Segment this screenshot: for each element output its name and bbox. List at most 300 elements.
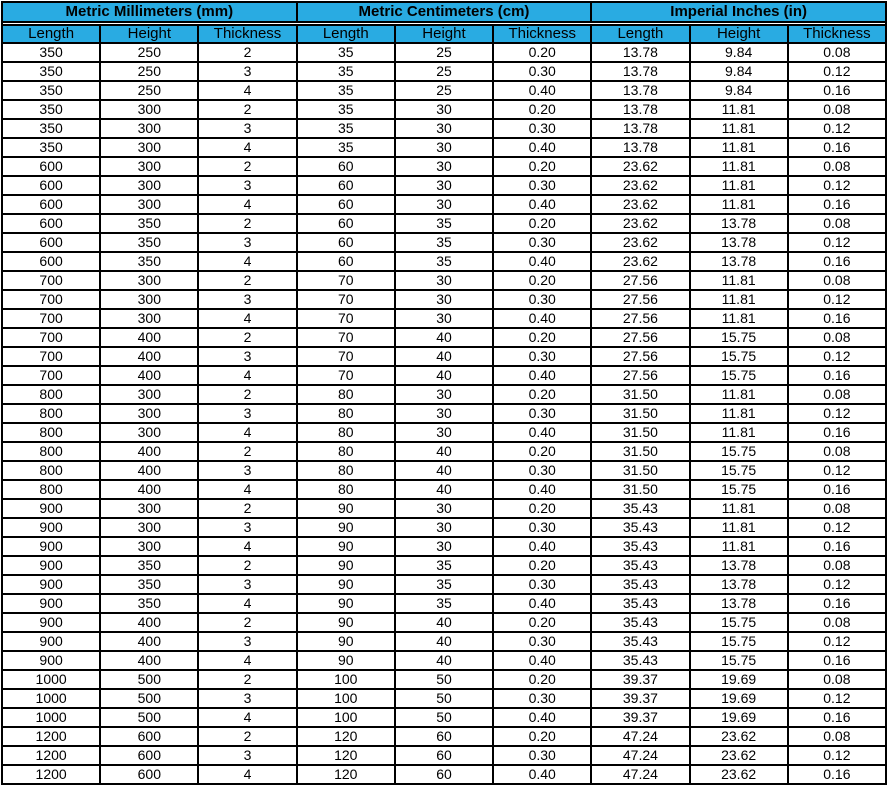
table-cell: 3 xyxy=(198,746,296,765)
table-cell: 13.78 xyxy=(591,100,689,119)
table-cell: 39.37 xyxy=(591,708,689,727)
table-cell: 30 xyxy=(395,537,493,556)
table-cell: 0.08 xyxy=(788,271,886,290)
column-header-cm-length: Length xyxy=(297,25,395,43)
table-cell: 0.40 xyxy=(493,423,591,442)
table-cell: 2 xyxy=(198,43,296,62)
table-cell: 700 xyxy=(2,328,100,347)
table-cell: 800 xyxy=(2,461,100,480)
table-cell: 35 xyxy=(297,100,395,119)
table-row xyxy=(2,404,886,423)
table-row xyxy=(2,62,886,81)
table-cell: 13.78 xyxy=(690,594,788,613)
table-cell: 0.40 xyxy=(493,309,591,328)
table-cell: 4 xyxy=(198,423,296,442)
table-cell: 30 xyxy=(395,138,493,157)
table-cell: 13.78 xyxy=(690,556,788,575)
table-cell: 600 xyxy=(2,252,100,271)
table-cell: 13.78 xyxy=(690,575,788,594)
table-cell: 11.81 xyxy=(690,271,788,290)
table-cell: 0.16 xyxy=(788,708,886,727)
table-cell: 19.69 xyxy=(690,670,788,689)
table-cell: 40 xyxy=(395,461,493,480)
table-cell: 90 xyxy=(297,499,395,518)
table-cell: 300 xyxy=(100,271,198,290)
table-cell: 400 xyxy=(100,632,198,651)
table-cell: 80 xyxy=(297,385,395,404)
table-cell: 31.50 xyxy=(591,480,689,499)
table-cell: 2 xyxy=(198,727,296,746)
table-cell: 0.12 xyxy=(788,461,886,480)
table-cell: 19.69 xyxy=(690,708,788,727)
table-cell: 120 xyxy=(297,727,395,746)
table-cell: 4 xyxy=(198,651,296,670)
table-cell: 1000 xyxy=(2,670,100,689)
table-cell: 0.12 xyxy=(788,347,886,366)
table-cell: 3 xyxy=(198,233,296,252)
table-cell: 23.62 xyxy=(591,195,689,214)
table-cell: 0.20 xyxy=(493,385,591,404)
table-cell: 0.12 xyxy=(788,689,886,708)
table-cell: 400 xyxy=(100,651,198,670)
table-cell: 500 xyxy=(100,708,198,727)
table-cell: 0.08 xyxy=(788,157,886,176)
table-cell: 23.62 xyxy=(690,746,788,765)
column-header-in-height: Height xyxy=(690,25,788,43)
table-cell: 0.30 xyxy=(493,233,591,252)
table-row xyxy=(2,309,886,328)
table-cell: 3 xyxy=(198,575,296,594)
table-cell: 35 xyxy=(297,62,395,81)
table-cell: 0.40 xyxy=(493,537,591,556)
table-cell: 30 xyxy=(395,290,493,309)
table-cell: 1200 xyxy=(2,727,100,746)
table-cell: 1200 xyxy=(2,765,100,784)
table-cell: 60 xyxy=(395,746,493,765)
table-cell: 350 xyxy=(100,214,198,233)
table-cell: 60 xyxy=(297,214,395,233)
table-cell: 30 xyxy=(395,119,493,138)
table-cell: 23.62 xyxy=(591,252,689,271)
table-cell: 90 xyxy=(297,556,395,575)
table-cell: 0.30 xyxy=(493,176,591,195)
table-cell: 40 xyxy=(395,442,493,461)
table-cell: 15.75 xyxy=(690,651,788,670)
table-cell: 13.78 xyxy=(591,81,689,100)
table-cell: 80 xyxy=(297,461,395,480)
table-row xyxy=(2,138,886,157)
table-cell: 15.75 xyxy=(690,366,788,385)
table-cell: 3 xyxy=(198,176,296,195)
table-row xyxy=(2,575,886,594)
table-cell: 0.20 xyxy=(493,100,591,119)
table-cell: 40 xyxy=(395,651,493,670)
table-cell: 800 xyxy=(2,423,100,442)
table-cell: 0.16 xyxy=(788,195,886,214)
group-header-metric-mm: Metric Millimeters (mm) xyxy=(2,2,297,22)
table-row xyxy=(2,632,886,651)
table-cell: 0.30 xyxy=(493,575,591,594)
table-cell: 23.62 xyxy=(591,176,689,195)
table-cell: 0.30 xyxy=(493,347,591,366)
table-cell: 13.78 xyxy=(591,43,689,62)
table-cell: 30 xyxy=(395,157,493,176)
table-cell: 60 xyxy=(297,176,395,195)
table-cell: 50 xyxy=(395,670,493,689)
table-cell: 0.40 xyxy=(493,81,591,100)
table-cell: 300 xyxy=(100,518,198,537)
table-cell: 400 xyxy=(100,328,198,347)
table-cell: 100 xyxy=(297,689,395,708)
table-row xyxy=(2,518,886,537)
table-cell: 0.20 xyxy=(493,727,591,746)
table-cell: 4 xyxy=(198,537,296,556)
table-header xyxy=(2,2,886,43)
table-cell: 13.78 xyxy=(591,62,689,81)
table-cell: 31.50 xyxy=(591,461,689,480)
table-cell: 0.08 xyxy=(788,100,886,119)
table-row xyxy=(2,157,886,176)
table-cell: 900 xyxy=(2,632,100,651)
table-cell: 15.75 xyxy=(690,328,788,347)
table-cell: 0.12 xyxy=(788,746,886,765)
table-cell: 0.12 xyxy=(788,518,886,537)
table-cell: 35 xyxy=(297,138,395,157)
table-cell: 4 xyxy=(198,708,296,727)
table-cell: 35.43 xyxy=(591,613,689,632)
table-cell: 0.20 xyxy=(493,328,591,347)
table-cell: 9.84 xyxy=(690,81,788,100)
table-cell: 0.20 xyxy=(493,670,591,689)
column-header-mm-length: Length xyxy=(2,25,100,43)
table-cell: 70 xyxy=(297,366,395,385)
table-cell: 50 xyxy=(395,708,493,727)
table-cell: 400 xyxy=(100,442,198,461)
table-cell: 0.40 xyxy=(493,651,591,670)
table-cell: 70 xyxy=(297,309,395,328)
table-row xyxy=(2,195,886,214)
table-cell: 9.84 xyxy=(690,62,788,81)
table-cell: 90 xyxy=(297,613,395,632)
table-row xyxy=(2,252,886,271)
table-cell: 11.81 xyxy=(690,309,788,328)
table-cell: 300 xyxy=(100,138,198,157)
table-cell: 2 xyxy=(198,214,296,233)
table-cell: 90 xyxy=(297,651,395,670)
table-cell: 400 xyxy=(100,347,198,366)
table-cell: 1000 xyxy=(2,689,100,708)
table-cell: 0.16 xyxy=(788,423,886,442)
table-cell: 15.75 xyxy=(690,347,788,366)
table-cell: 0.08 xyxy=(788,613,886,632)
table-row xyxy=(2,214,886,233)
table-cell: 0.08 xyxy=(788,556,886,575)
table-cell: 13.78 xyxy=(690,233,788,252)
table-cell: 700 xyxy=(2,271,100,290)
table-cell: 500 xyxy=(100,670,198,689)
table-cell: 40 xyxy=(395,613,493,632)
table-cell: 27.56 xyxy=(591,309,689,328)
table-cell: 900 xyxy=(2,518,100,537)
table-cell: 2 xyxy=(198,499,296,518)
table-cell: 900 xyxy=(2,613,100,632)
table-cell: 100 xyxy=(297,670,395,689)
table-cell: 0.30 xyxy=(493,689,591,708)
table-cell: 30 xyxy=(395,176,493,195)
table-row xyxy=(2,594,886,613)
table-cell: 31.50 xyxy=(591,404,689,423)
table-cell: 800 xyxy=(2,404,100,423)
table-cell: 3 xyxy=(198,461,296,480)
table-cell: 0.12 xyxy=(788,62,886,81)
table-cell: 2 xyxy=(198,670,296,689)
table-cell: 40 xyxy=(395,366,493,385)
table-cell: 25 xyxy=(395,81,493,100)
table-cell: 30 xyxy=(395,100,493,119)
table-cell: 90 xyxy=(297,575,395,594)
table-row xyxy=(2,43,886,62)
table-cell: 31.50 xyxy=(591,423,689,442)
table-cell: 350 xyxy=(100,233,198,252)
table-row xyxy=(2,537,886,556)
table-cell: 11.81 xyxy=(690,499,788,518)
table-cell: 60 xyxy=(297,157,395,176)
table-cell: 350 xyxy=(2,62,100,81)
table-row xyxy=(2,727,886,746)
table-row xyxy=(2,290,886,309)
table-cell: 80 xyxy=(297,442,395,461)
table-cell: 11.81 xyxy=(690,119,788,138)
table-cell: 30 xyxy=(395,195,493,214)
table-cell: 350 xyxy=(100,252,198,271)
table-cell: 900 xyxy=(2,537,100,556)
table-cell: 0.30 xyxy=(493,632,591,651)
table-cell: 60 xyxy=(395,727,493,746)
table-row xyxy=(2,461,886,480)
table-cell: 35 xyxy=(297,119,395,138)
table-row xyxy=(2,385,886,404)
table-cell: 0.12 xyxy=(788,632,886,651)
table-cell: 600 xyxy=(2,214,100,233)
table-cell: 0.12 xyxy=(788,575,886,594)
table-cell: 15.75 xyxy=(690,613,788,632)
table-cell: 35 xyxy=(297,81,395,100)
table-cell: 700 xyxy=(2,309,100,328)
table-cell: 300 xyxy=(100,385,198,404)
table-cell: 35.43 xyxy=(591,651,689,670)
table-cell: 23.62 xyxy=(591,214,689,233)
table-cell: 23.62 xyxy=(690,765,788,784)
table-cell: 80 xyxy=(297,423,395,442)
table-cell: 30 xyxy=(395,271,493,290)
table-cell: 500 xyxy=(100,689,198,708)
table-cell: 47.24 xyxy=(591,765,689,784)
table-cell: 25 xyxy=(395,62,493,81)
table-row xyxy=(2,746,886,765)
table-cell: 0.30 xyxy=(493,746,591,765)
table-row xyxy=(2,556,886,575)
table-cell: 250 xyxy=(100,62,198,81)
table-cell: 300 xyxy=(100,423,198,442)
table-cell: 0.16 xyxy=(788,765,886,784)
table-cell: 400 xyxy=(100,366,198,385)
table-cell: 250 xyxy=(100,43,198,62)
table-cell: 300 xyxy=(100,119,198,138)
table-cell: 50 xyxy=(395,689,493,708)
table-cell: 350 xyxy=(2,81,100,100)
table-cell: 0.40 xyxy=(493,366,591,385)
table-cell: 30 xyxy=(395,499,493,518)
table-cell: 2 xyxy=(198,556,296,575)
table-cell: 0.30 xyxy=(493,62,591,81)
table-cell: 300 xyxy=(100,100,198,119)
table-cell: 35.43 xyxy=(591,499,689,518)
table-cell: 11.81 xyxy=(690,157,788,176)
table-cell: 2 xyxy=(198,157,296,176)
table-cell: 31.50 xyxy=(591,442,689,461)
table-cell: 0.16 xyxy=(788,651,886,670)
table-cell: 47.24 xyxy=(591,746,689,765)
table-cell: 39.37 xyxy=(591,670,689,689)
table-cell: 600 xyxy=(100,765,198,784)
table-cell: 700 xyxy=(2,290,100,309)
table-cell: 0.08 xyxy=(788,727,886,746)
table-cell: 39.37 xyxy=(591,689,689,708)
table-cell: 3 xyxy=(198,689,296,708)
table-cell: 3 xyxy=(198,290,296,309)
table-cell: 15.75 xyxy=(690,442,788,461)
table-cell: 600 xyxy=(100,727,198,746)
table-cell: 35.43 xyxy=(591,632,689,651)
table-cell: 1000 xyxy=(2,708,100,727)
table-cell: 60 xyxy=(395,765,493,784)
table-row xyxy=(2,328,886,347)
table-cell: 0.30 xyxy=(493,290,591,309)
table-cell: 4 xyxy=(198,480,296,499)
table-cell: 0.40 xyxy=(493,765,591,784)
table-cell: 0.16 xyxy=(788,252,886,271)
table-cell: 0.30 xyxy=(493,119,591,138)
table-cell: 0.40 xyxy=(493,480,591,499)
table-cell: 0.20 xyxy=(493,499,591,518)
table-cell: 90 xyxy=(297,594,395,613)
table-cell: 0.12 xyxy=(788,119,886,138)
table-cell: 35 xyxy=(297,43,395,62)
table-row xyxy=(2,442,886,461)
table-cell: 30 xyxy=(395,518,493,537)
table-cell: 0.30 xyxy=(493,404,591,423)
table-cell: 400 xyxy=(100,480,198,499)
group-header-imperial-in: Imperial Inches (in) xyxy=(591,2,886,22)
table-cell: 0.16 xyxy=(788,309,886,328)
table-cell: 0.30 xyxy=(493,518,591,537)
table-cell: 0.40 xyxy=(493,594,591,613)
table-cell: 900 xyxy=(2,651,100,670)
table-cell: 11.81 xyxy=(690,537,788,556)
table-row xyxy=(2,708,886,727)
table-cell: 40 xyxy=(395,480,493,499)
table-cell: 300 xyxy=(100,176,198,195)
table-cell: 31.50 xyxy=(591,385,689,404)
table-cell: 900 xyxy=(2,575,100,594)
table-cell: 35.43 xyxy=(591,594,689,613)
table-cell: 15.75 xyxy=(690,480,788,499)
table-cell: 70 xyxy=(297,290,395,309)
table-cell: 0.16 xyxy=(788,81,886,100)
table-cell: 4 xyxy=(198,252,296,271)
table-cell: 60 xyxy=(297,233,395,252)
table-cell: 23.62 xyxy=(690,727,788,746)
table-cell: 47.24 xyxy=(591,727,689,746)
table-cell: 0.20 xyxy=(493,214,591,233)
table-cell: 600 xyxy=(100,746,198,765)
table-cell: 600 xyxy=(2,195,100,214)
table-cell: 800 xyxy=(2,480,100,499)
table-cell: 90 xyxy=(297,518,395,537)
table-cell: 0.16 xyxy=(788,594,886,613)
table-cell: 0.08 xyxy=(788,442,886,461)
table-cell: 15.75 xyxy=(690,461,788,480)
column-header-in-thickness: Thickness xyxy=(788,25,886,43)
table-cell: 350 xyxy=(100,575,198,594)
table-cell: 350 xyxy=(100,594,198,613)
table-cell: 30 xyxy=(395,404,493,423)
table-cell: 23.62 xyxy=(591,157,689,176)
table-row xyxy=(2,499,886,518)
table-cell: 35 xyxy=(395,252,493,271)
size-conversion-table xyxy=(1,1,887,785)
table-cell: 4 xyxy=(198,309,296,328)
table-cell: 11.81 xyxy=(690,404,788,423)
table-cell: 11.81 xyxy=(690,176,788,195)
table-cell: 0.40 xyxy=(493,195,591,214)
table-cell: 3 xyxy=(198,62,296,81)
table-cell: 0.16 xyxy=(788,138,886,157)
table-cell: 0.20 xyxy=(493,43,591,62)
table-cell: 13.78 xyxy=(591,138,689,157)
table-cell: 0.08 xyxy=(788,385,886,404)
table-cell: 27.56 xyxy=(591,366,689,385)
table-cell: 3 xyxy=(198,404,296,423)
table-cell: 1200 xyxy=(2,746,100,765)
table-cell: 0.40 xyxy=(493,708,591,727)
table-cell: 11.81 xyxy=(690,195,788,214)
table-cell: 0.40 xyxy=(493,138,591,157)
table-cell: 90 xyxy=(297,632,395,651)
table-cell: 27.56 xyxy=(591,290,689,309)
table-cell: 0.08 xyxy=(788,499,886,518)
table-cell: 35.43 xyxy=(591,537,689,556)
table-cell: 3 xyxy=(198,119,296,138)
table-cell: 15.75 xyxy=(690,632,788,651)
table-cell: 40 xyxy=(395,632,493,651)
table-cell: 0.20 xyxy=(493,442,591,461)
table-cell: 13.78 xyxy=(690,252,788,271)
table-cell: 350 xyxy=(100,556,198,575)
table-row xyxy=(2,689,886,708)
table-cell: 0.20 xyxy=(493,271,591,290)
table-cell: 80 xyxy=(297,404,395,423)
column-header-cm-thickness: Thickness xyxy=(493,25,591,43)
table-cell: 35 xyxy=(395,556,493,575)
table-cell: 600 xyxy=(2,157,100,176)
table-cell: 11.81 xyxy=(690,100,788,119)
table-cell: 300 xyxy=(100,537,198,556)
table-cell: 800 xyxy=(2,442,100,461)
table-cell: 9.84 xyxy=(690,43,788,62)
table-row xyxy=(2,480,886,499)
table-cell: 90 xyxy=(297,537,395,556)
